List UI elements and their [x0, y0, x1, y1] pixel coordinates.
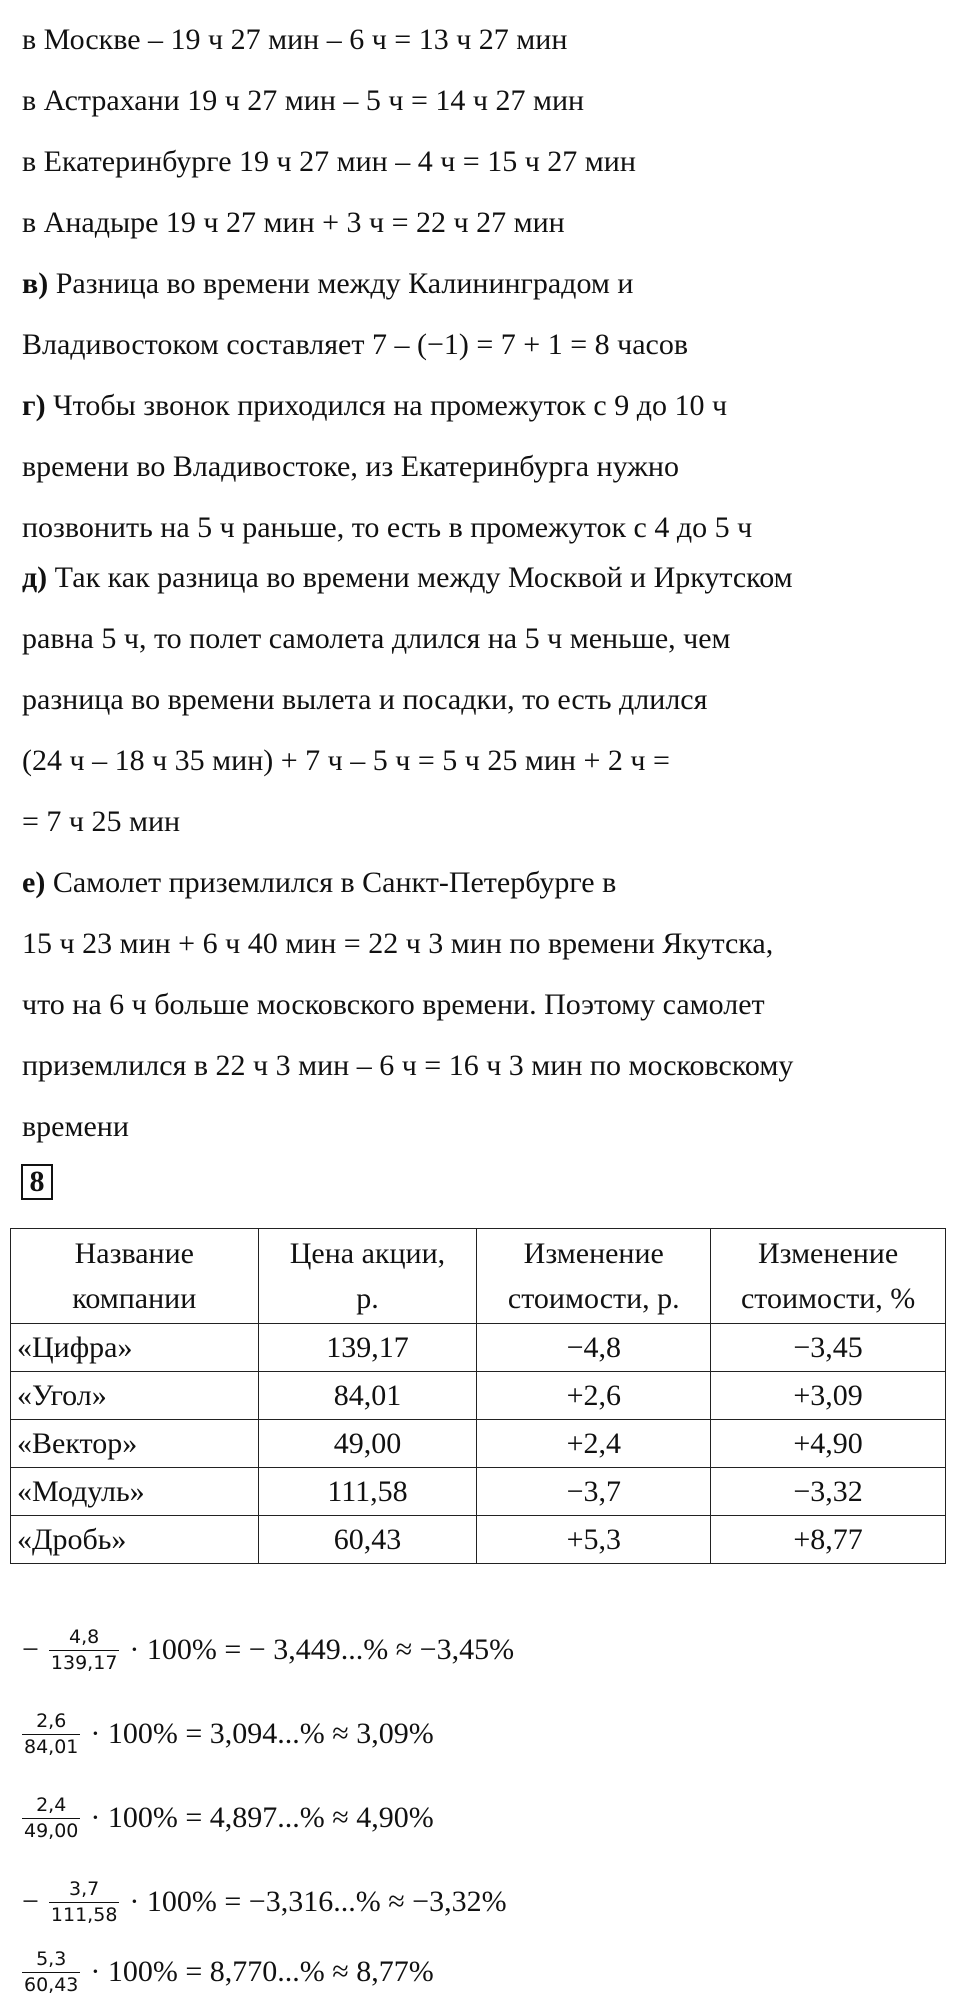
formula-line — [22, 1936, 434, 2008]
formula-result: · 100% = 3,094...% ≈ 3,09% — [90, 1717, 434, 1750]
change-percent-cell: −3,32 — [711, 1468, 946, 1516]
fraction-denominator: 111,58 — [50, 1903, 118, 1926]
fraction — [49, 1625, 119, 1676]
fraction-numerator: 4,8 — [69, 1625, 100, 1648]
change-rub-cell: +2,6 — [477, 1372, 711, 1420]
formula-result: · 100% = − 3,449...% ≈ −3,45% — [129, 1633, 515, 1666]
solution-line: в Анадыре 19 ч 27 мин + 3 ч = 22 ч 27 мин — [22, 206, 565, 239]
fraction-denominator: 60,43 — [24, 1973, 79, 1996]
solution-line: позвонить на 5 ч раньше, то есть в промежуток с 4 до 5 ч — [22, 511, 753, 544]
fraction-numerator: 2,4 — [36, 1793, 67, 1816]
solution-line: времени — [22, 1110, 129, 1143]
change-percent-cell: +8,77 — [711, 1516, 946, 1564]
fraction-denominator: 84,01 — [24, 1735, 79, 1758]
change-percent-cell: +4,90 — [711, 1420, 946, 1468]
fraction-numerator: 3,7 — [69, 1877, 100, 1900]
table-header-row — [11, 1229, 946, 1324]
price-cell: 49,00 — [258, 1420, 477, 1468]
solution-line: в Москве – 19 ч 27 мин – 6 ч = 13 ч 27 мин — [22, 23, 568, 56]
change-rub-cell: −4,8 — [477, 1324, 711, 1372]
solution-line: = 7 ч 25 мин — [22, 805, 181, 838]
solution-line-part-v: в) Разница во времени между Калининградом и — [22, 267, 634, 300]
formula-line — [22, 1614, 514, 1686]
price-cell: 139,17 — [258, 1324, 477, 1372]
solution-line: приземлился в 22 ч 3 мин – 6 ч = 16 ч 3 мин по московскому — [22, 1049, 794, 1082]
table-row — [11, 1468, 946, 1516]
company-name: «Вектор» — [11, 1420, 259, 1468]
formula-result: · 100% = 8,770...% ≈ 8,77% — [90, 1955, 434, 1988]
formula-line — [22, 1698, 434, 1770]
company-name: «Дробь» — [11, 1516, 259, 1564]
fraction-denominator: 139,17 — [50, 1651, 118, 1674]
formula-result: · 100% = 4,897...% ≈ 4,90% — [90, 1801, 434, 1834]
change-percent-cell: −3,45 — [711, 1324, 946, 1372]
task-number-badge: 8 — [21, 1164, 53, 1200]
change-percent-cell: +3,09 — [711, 1372, 946, 1420]
fraction — [22, 1709, 80, 1760]
formula-line — [22, 1782, 434, 1854]
change-rub-cell: −3,7 — [477, 1468, 711, 1516]
solution-line: что на 6 ч больше московского времени. Поэтому самолет — [22, 988, 765, 1021]
table-row — [11, 1324, 946, 1372]
price-cell: 84,01 — [258, 1372, 477, 1420]
solution-line: 15 ч 23 мин + 6 ч 40 мин = 22 ч 3 мин по времени Якутска, — [22, 927, 774, 960]
change-rub-cell: +5,3 — [477, 1516, 711, 1564]
header-company: Название компании — [11, 1229, 259, 1324]
header-change-rub: Изменение стоимости, р. — [477, 1229, 711, 1324]
formula-sign: − — [22, 1633, 39, 1666]
header-change-percent: Изменение стоимости, % — [711, 1229, 946, 1324]
table-row — [11, 1516, 946, 1564]
solution-line: равна 5 ч, то полет самолета длился на 5 ч меньше, чем — [22, 622, 731, 655]
table-row — [11, 1372, 946, 1420]
solution-line: времени во Владивостоке, из Екатеринбурга нужно — [22, 450, 679, 483]
formula-line — [22, 1866, 507, 1938]
header-price: Цена акции, р. — [258, 1229, 477, 1324]
table-row — [11, 1420, 946, 1468]
solution-line: (24 ч – 18 ч 35 мин) + 7 ч – 5 ч = 5 ч 25 мин + 2 ч = — [22, 744, 670, 777]
price-cell: 60,43 — [258, 1516, 477, 1564]
formula-result: · 100% = −3,316...% ≈ −3,32% — [129, 1885, 507, 1918]
solution-line-part-d: д) Так как разница во времени между Москвой и Иркутском — [22, 561, 793, 594]
fraction-denominator: 49,00 — [24, 1819, 79, 1842]
fraction — [22, 1793, 80, 1844]
fraction-numerator: 2,6 — [36, 1709, 67, 1732]
price-cell: 111,58 — [258, 1468, 477, 1516]
solution-line-part-e: е) Самолет приземлился в Санкт-Петербурге в — [22, 866, 617, 899]
stock-table — [10, 1228, 946, 1564]
formula-sign: − — [22, 1885, 39, 1918]
fraction — [49, 1877, 119, 1928]
solution-line-part-g: г) Чтобы звонок приходился на промежуток с 9 до 10 ч — [22, 389, 728, 422]
solution-line: в Екатеринбурге 19 ч 27 мин – 4 ч = 15 ч 27 мин — [22, 145, 636, 178]
fraction-numerator: 5,3 — [36, 1947, 67, 1970]
change-rub-cell: +2,4 — [477, 1420, 711, 1468]
solution-line: разница во времени вылета и посадки, то есть длился — [22, 683, 708, 716]
solution-line: Владивостоком составляет 7 – (−1) = 7 + 1 = 8 часов — [22, 328, 688, 361]
company-name: «Модуль» — [11, 1468, 259, 1516]
company-name: «Угол» — [11, 1372, 259, 1420]
fraction — [22, 1947, 80, 1998]
solution-line: в Астрахани 19 ч 27 мин – 5 ч = 14 ч 27 мин — [22, 84, 585, 117]
company-name: «Цифра» — [11, 1324, 259, 1372]
